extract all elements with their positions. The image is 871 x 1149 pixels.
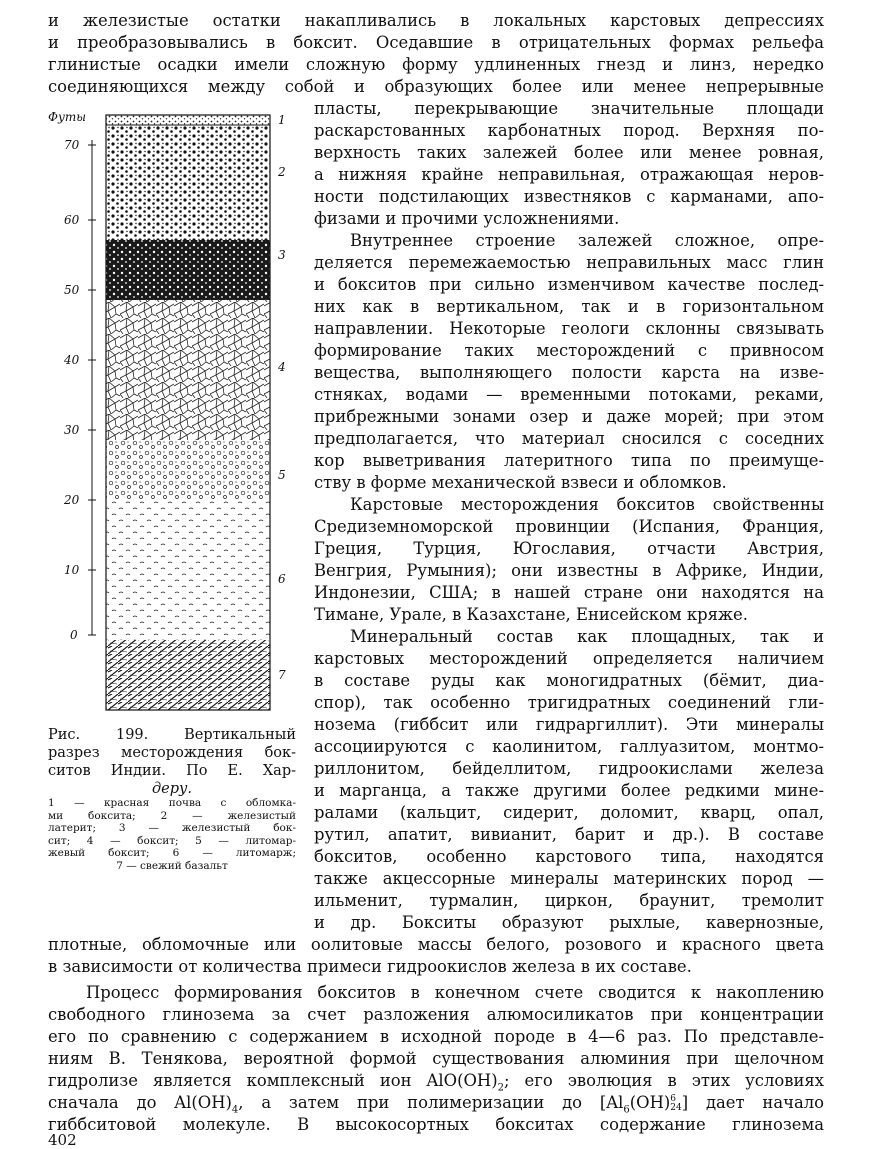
text-line: верхность таких залежей более или менее ровная, [314, 143, 824, 162]
text-line: плотные, обломочные или оолитовые массы белого, розового и красного цвета [48, 935, 824, 954]
section-column-svg [48, 110, 306, 710]
layer-number: 2 [278, 165, 286, 179]
text-line: раскарстованных карбонатных пород. Верхняя по- [314, 121, 824, 140]
text-line: Индонезии, США; в нашей стране они находятся на [314, 583, 824, 602]
legend-line: латерит; 3 — железистый бок- [48, 822, 296, 834]
text-line: пласты, перекрывающие значительные площади [314, 99, 824, 118]
text-line: его по сравнению с содержанием в исходной породе в 4—6 раз. По представле- [48, 1027, 824, 1046]
text-line: них как в вертикальном, так и в горизонтальном [314, 297, 824, 316]
layer-number: 5 [278, 468, 286, 482]
text-line: Тимане, Урале, в Казахстане, Енисейском кряже. [314, 605, 748, 624]
text-line: прибрежными зонами озер и даже морей; при этом [314, 407, 824, 426]
legend-line: 1 — красная почва с обломка- [48, 797, 296, 809]
text-line: Средиземноморской провинции (Испания, Франция, [314, 517, 824, 536]
text-line: ралами (кальцит, сидерит, доломит, кварц, опал, [314, 803, 824, 822]
axis-tick-label: 60 [64, 213, 80, 227]
text-line: риллонитом, бейделлитом, гидроокислами железа [314, 759, 824, 778]
text-line: бокситов, особенно карстового типа, находятся [314, 847, 824, 866]
layer-number: 6 [278, 572, 286, 586]
legend-line: сит; 4 — боксит; 5 — литомар- [48, 834, 296, 847]
text-line: в зависимости от количества примеси гидроокислов железа в их составе. [48, 957, 692, 976]
text-line: ильменит, турмалин, циркон, браунит, тремолит [314, 891, 824, 910]
caption-line: разрез месторождения бок- [48, 745, 296, 761]
text-line: Карстовые месторождения бокситов свойственны [350, 495, 824, 514]
figure-legend [48, 797, 296, 872]
text-line: а нижняя крайне неправильная, отражающая неров- [314, 165, 824, 184]
text-line: также акцессорные минералы материнских пород — [314, 869, 824, 888]
text-line: карстовых месторождений определяется наличием [314, 649, 824, 668]
text-line: Процесс формирования бокситов в конечном счете сводится к накоплению [86, 983, 824, 1002]
text-line: деляется перемежаемостью неправильных масс глин [314, 253, 824, 272]
layer-number: 4 [278, 360, 286, 374]
text-line: и бокситов при сильно изменчивом качестве послед- [314, 275, 824, 294]
text-line: в составе руды как моногидратных (бёмит, диа- [314, 671, 824, 690]
text-line: Греция, Турция, Югославия, отчасти Австрия, [314, 539, 824, 558]
text-line: соединяющихся между собой и образующих более или менее непрерывные [48, 77, 824, 96]
formula-line: сначала до $Al(OH)_4$, а затем при полимеризации до [$Al_6(OH)$ 6 24 ] дает начало [48, 1093, 824, 1116]
text-line: предполагается, что материал сносился с соседних [314, 429, 824, 448]
text-line: спор), так особенно тригидратных соединений гли- [314, 693, 824, 712]
text-line: и железистые остатки накапливались в локальных карстовых депрессиях [48, 11, 824, 30]
text-line: кор выветривания латеритного типа по преимуще- [314, 451, 824, 470]
text-line: и марганца, а также другими более редкими мине- [314, 781, 824, 800]
text-line: ности подстилающих известняков с карманами, апо- [314, 187, 824, 206]
axis-tick-label: 40 [64, 353, 80, 367]
layer-number: 3 [278, 248, 286, 262]
geological-section-figure [48, 110, 306, 710]
legend-line: жевый боксит; 6 — литомарж; [48, 847, 296, 859]
text-line: свободного глинозема за счет разложения алюмосиликатов при концентрации [48, 1005, 824, 1024]
text-line: направлении. Некоторые геологи склонны связывать [314, 319, 824, 338]
axis-tick-label: 20 [64, 493, 80, 507]
text-line: стняках, водами — временными потоками, реками, [314, 385, 824, 404]
figure-caption [48, 726, 296, 798]
axis-tick-label: 50 [64, 283, 80, 297]
text-line: Минеральный состав как площадных, так и [350, 627, 824, 646]
axis-tick-label: 30 [64, 423, 80, 437]
caption-line: деру. [151, 781, 193, 797]
text-line: нозема (гиббсит или гидраргиллит). Эти минералы [314, 715, 824, 734]
text-line: и др. Бокситы образуют рыхлые, кавернозные, [314, 913, 824, 932]
axis-unit-label: Футы [48, 110, 87, 124]
layer-number: 7 [278, 668, 286, 682]
text-line: ниям В. Тенякова, вероятной формой существования алюминия при щелочном [48, 1049, 824, 1068]
caption-line: ситов Индии. По Е. Хар- [48, 763, 296, 779]
text-line: физами и прочими усложнениями. [314, 209, 620, 228]
layer-number: 1 [278, 113, 286, 127]
text-line: формирование таких месторождений с привносом [314, 341, 824, 360]
text-line: гиббситовой молекуле. В высокосортных бокситах содержание глинозема [48, 1115, 824, 1134]
text-line: ству в форме механической взвеси и обломков. [314, 473, 727, 492]
caption-line: Рис. 199. Вертикальный [48, 727, 296, 743]
text-line: ассоциируются с каолинитом, галлуазитом, монтмо- [314, 737, 824, 756]
text-line: рутил, апатит, вивианит, барит и др.). В составе [314, 825, 824, 844]
text-line: Венгрия, Румыния); они известны в Африке, Индии, [314, 561, 824, 580]
page-number: 402 [48, 1131, 77, 1149]
text-line: и преобразовывались в боксит. Оседавшие в отрицательных формах рельефа [48, 33, 824, 52]
axis-tick-label: 70 [64, 138, 80, 152]
text-line: Внутреннее строение залежей сложное, опре- [350, 231, 824, 250]
axis-tick-label: 10 [64, 563, 80, 577]
text-line: вещества, выполняющего полости карста на изве- [314, 363, 824, 382]
text-line: глинистые осадки имели сложную форму удлиненных гнезд и линз, нередко [48, 55, 824, 74]
legend-line: ми боксита; 2 — железистый [48, 809, 296, 822]
axis-tick-label: 0 [70, 628, 78, 642]
formula-line: гидролизе является комплексный ион $AlO(OH)_2$; его эволюция в этих условиях [48, 1071, 825, 1094]
legend-line: 7 — свежий базальт [116, 859, 228, 872]
